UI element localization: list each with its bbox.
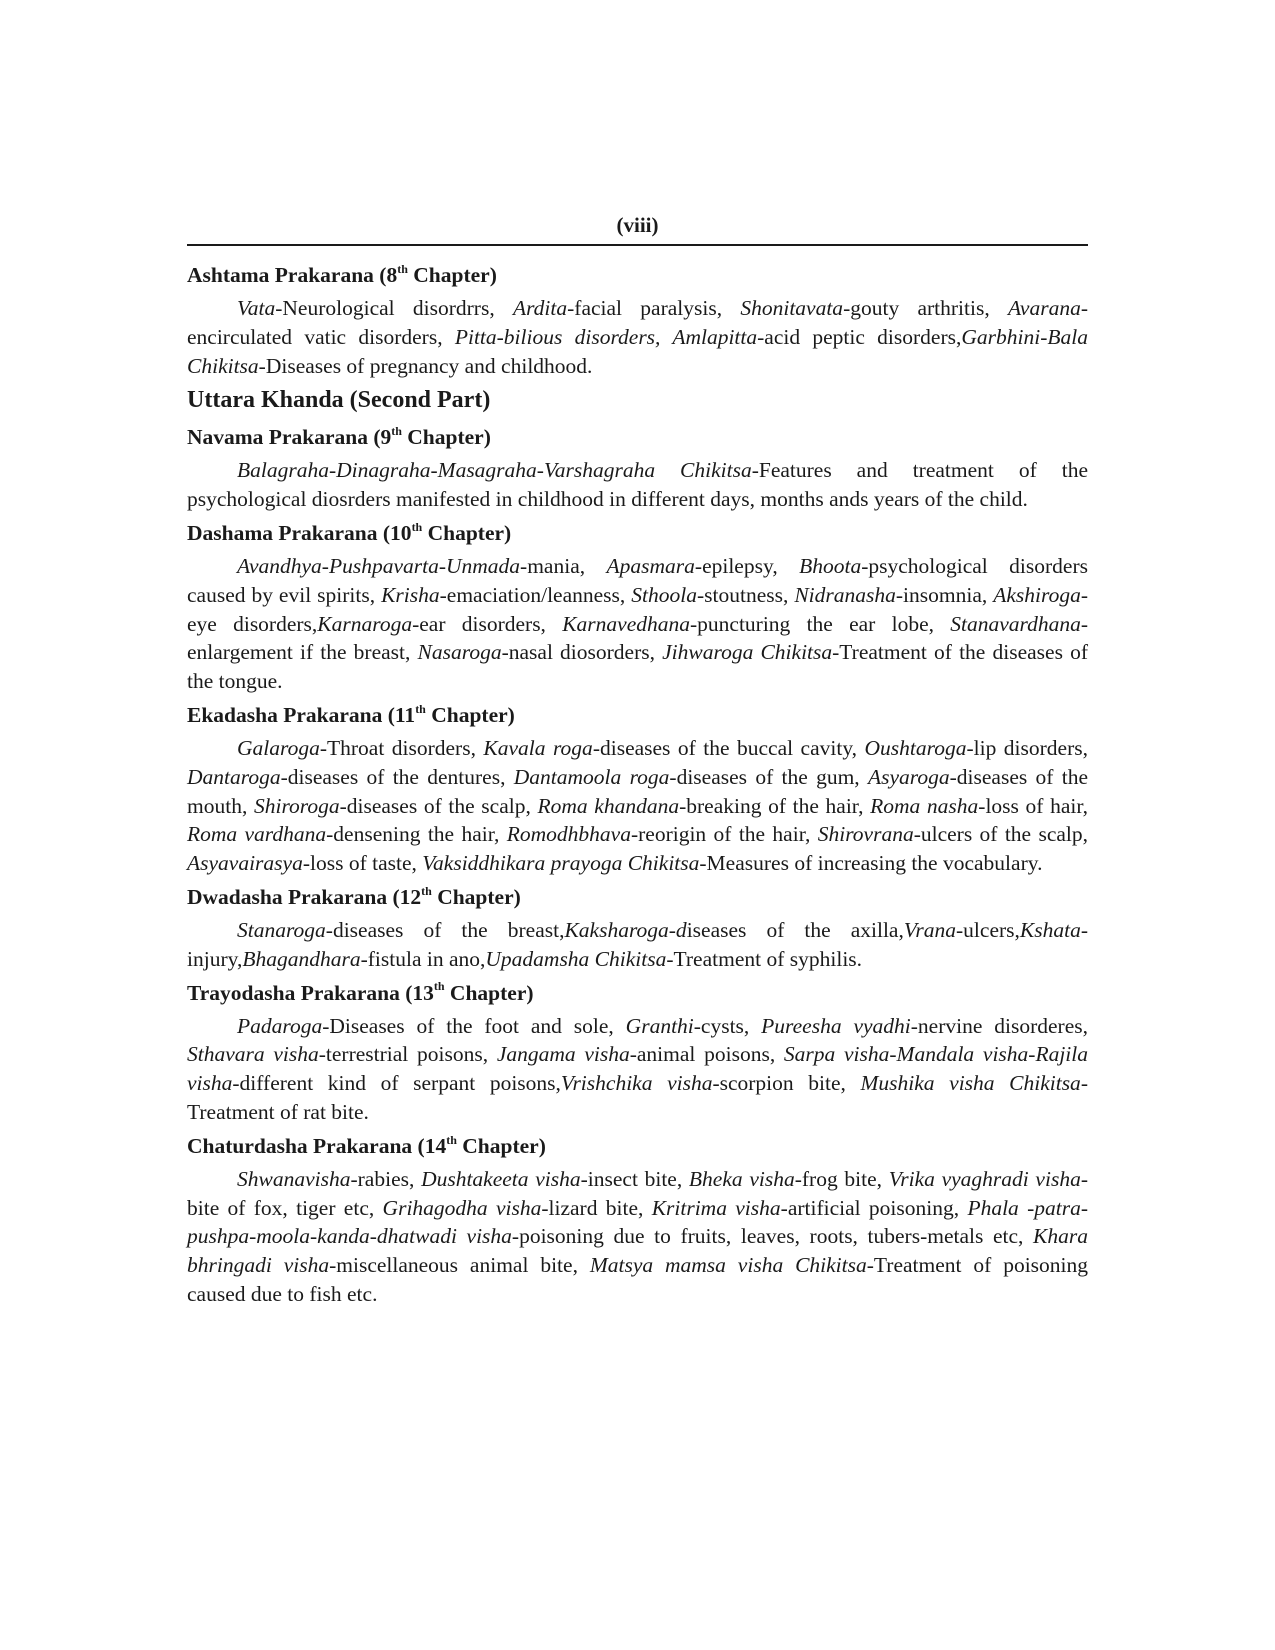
term: Avandhya-Pushpavarta-Unmada (237, 553, 521, 578)
chapter-heading (187, 260, 1088, 290)
term: Jangama visha (496, 1042, 630, 1067)
term-definition: -diseases of the buccal cavity, (592, 735, 865, 760)
chapter-heading-text: Chapter) (407, 263, 497, 287)
term: Granthi (625, 1013, 694, 1038)
term: Upadamsha Chikitsa (485, 946, 667, 971)
term: Stanaroga (237, 917, 326, 942)
term: Kshata (1019, 917, 1081, 942)
term-definition: -densening the hair, (326, 822, 507, 847)
term: Oushtaroga (864, 735, 967, 760)
term: Asyaroga (868, 764, 950, 789)
term: Shwanavisha (237, 1166, 351, 1191)
document-page (187, 210, 1088, 1313)
chapter-description (187, 734, 1088, 878)
term: Phala -patra-pushpa-moola-kanda-dhatwadi visha (187, 1195, 1089, 1249)
term: Kavala roga (483, 735, 593, 760)
term-definition: -bite of fox, tiger etc, (187, 1166, 1088, 1220)
chapter-section (187, 978, 1088, 1127)
term: Kritrima visha (651, 1195, 781, 1220)
term: Avarana (1007, 296, 1081, 320)
term-definition: -reorigin of the hair, (630, 822, 818, 847)
term: Vrishchika visha (560, 1071, 713, 1096)
term-definition: -encirculated vatic disorders, (187, 296, 1088, 349)
chapter-heading-text: Ekadasha Prakarana (11 (187, 702, 416, 727)
term-definition: -loss of taste, (302, 851, 423, 876)
term-definition: -injury, (187, 917, 1088, 971)
term: Khara bhringadi visha (187, 1224, 1088, 1278)
chapter-heading-text: Ashtama Prakarana (8 (187, 263, 398, 287)
term: Asyavairasya (187, 851, 303, 876)
chapter-heading-text: Dwadasha Prakarana (12 (187, 884, 422, 909)
chapter-list (187, 260, 1088, 1309)
chapter-heading (187, 518, 1088, 548)
chapter-heading (187, 882, 1088, 912)
term: Sthavara visha (187, 1042, 319, 1067)
term-definition: -gouty arthritis, (843, 296, 1008, 320)
term: Roma vardhana (187, 822, 327, 847)
term: Shonitavata (740, 296, 844, 320)
term-definition: -Diseases of the foot and sole, (322, 1013, 626, 1038)
term-definition: iseases of the axilla, (686, 917, 904, 942)
ordinal-suffix: th (391, 424, 402, 439)
term-definition: -Throat disorders, (319, 735, 484, 760)
term: Karnavedhana (562, 611, 690, 636)
header-rule (187, 244, 1088, 246)
chapter-section (187, 384, 1088, 514)
chapter-section (187, 260, 1088, 380)
term-definition: -artificial poisoning, (780, 1195, 968, 1220)
term: Grihagodha visha (382, 1195, 542, 1220)
term-definition: -ear disorders, (412, 611, 563, 636)
chapter-heading (187, 422, 1088, 452)
term-definition: -emaciation/leanness, (439, 582, 632, 607)
term-definition: -Measures of increasing the vocabulary. (699, 851, 1043, 876)
term: Vata (237, 296, 276, 320)
chapter-description (187, 456, 1088, 514)
term-definition: -scorpion bite, (712, 1071, 861, 1096)
term: Nasaroga (417, 640, 502, 665)
term-definition: -diseases of the scalp, (339, 793, 538, 818)
term-definition: -poisoning due to fruits, leaves, roots, tubers-metals etc, (511, 1224, 1034, 1249)
chapter-heading-text: Chapter) (422, 520, 512, 545)
chapter-section (187, 518, 1088, 696)
chapter-heading-text: Chapter) (425, 702, 515, 727)
term: Galaroga (237, 735, 320, 760)
term-definition: -breaking of the hair, (679, 793, 871, 818)
term: Padaroga (237, 1013, 323, 1038)
term-definition: -diseases of the dentures, (280, 764, 514, 789)
term-definition: -stoutness, (696, 582, 795, 607)
chapter-heading (187, 978, 1088, 1008)
term: Bhoota (799, 553, 862, 578)
term: Vaksiddhikara prayoga Chikitsa (422, 851, 700, 876)
term-definition: -facial paralysis, (567, 296, 741, 320)
term: Sarpa visha-Mandala visha-Rajila visha (187, 1042, 1088, 1096)
page-number: (viii) (616, 213, 659, 237)
chapter-heading-text: Trayodasha Prakarana (13 (187, 980, 434, 1005)
term: Sthoola (631, 582, 697, 607)
term-definition: -diseases of the breast, (325, 917, 565, 942)
term-definition: -nervine disorderes, (910, 1013, 1088, 1038)
term: Apasmara (606, 553, 695, 578)
term-definition: -Features and treatment of the psychological diosrders manifested in childhood in different days, months ands years of the child. (187, 458, 1089, 512)
term: Romodhbhava (506, 822, 631, 847)
term: Mushika visha Chikitsa (860, 1071, 1081, 1096)
term-definition: -epilepsy, (694, 553, 800, 578)
term: Krisha (381, 582, 440, 607)
chapter-heading-text: Chapter) (444, 980, 534, 1005)
term: Shirovrana (817, 822, 914, 847)
ordinal-suffix: th (415, 701, 426, 716)
term: Shiroroga (253, 793, 340, 818)
term-definition: -puncturing the ear lobe, (690, 611, 951, 636)
term-definition: -enlargement if the breast, (187, 611, 1089, 665)
part-heading: Uttara Khanda (Second Part) (187, 387, 491, 414)
term-definition: -Treatment of poisoning caused due to fish etc. (187, 1253, 1089, 1306)
term-definition: -mania, (520, 553, 607, 578)
ordinal-suffix: th (411, 519, 423, 534)
chapter-section (187, 1131, 1088, 1309)
term: Stanavardhana (950, 611, 1081, 636)
chapter-description (187, 552, 1088, 696)
term-definition: -insect bite, (580, 1166, 689, 1191)
chapter-heading-text: Chaturdasha Prakarana (14 (187, 1133, 447, 1158)
term: Bhagandhara (242, 946, 361, 971)
term: Kaksharoga-d (564, 917, 687, 942)
chapter-section (187, 700, 1088, 878)
ordinal-suffix: th (446, 1132, 457, 1147)
term-definition: -diseases of the gum, (669, 764, 868, 789)
term-definition: -rabies, (350, 1166, 422, 1191)
term: Roma khandana (537, 793, 680, 818)
term-definition: -acid peptic disorders, (757, 324, 962, 349)
term-definition: -different kind of serpant poisons, (232, 1071, 561, 1096)
term: Jihwaroga Chikitsa (662, 640, 833, 665)
term: Pureesha vyadhi (761, 1013, 911, 1038)
term: Dushtakeeta visha (421, 1166, 581, 1191)
term-definition: -Treatment of syphilis. (666, 946, 863, 971)
term-definition: -miscellaneous animal bite, (329, 1253, 590, 1278)
term-definition: -fistula in ano, (360, 946, 486, 971)
term-definition: -Diseases of pregnancy and childhood. (258, 353, 593, 378)
chapter-description (187, 294, 1088, 380)
term: Akshiroga (993, 582, 1081, 607)
term: Bheka visha (688, 1166, 795, 1191)
term: Roma nasha (870, 793, 979, 818)
term: Ardita (512, 296, 568, 320)
ordinal-suffix: th (433, 979, 445, 994)
term-definition: -Treatment of the diseases of the tongue. (187, 640, 1088, 694)
chapter-heading-text: Navama Prakarana (9 (187, 425, 392, 450)
term: Vrika vyaghradi visha (888, 1166, 1081, 1191)
ordinal-suffix: th (421, 883, 432, 898)
term: Matsya mamsa visha Chikitsa (589, 1253, 867, 1278)
chapter-heading-text: Chapter) (431, 884, 521, 909)
term-definition: -nasal diosorders, (501, 640, 663, 665)
term: Garbhini-Bala Chikitsa (187, 324, 1088, 378)
term-definition: -Neurological disordrrs, (275, 296, 513, 320)
term-definition: -eye disorders, (187, 582, 1088, 636)
chapter-heading (187, 1131, 1088, 1161)
ordinal-suffix: th (397, 261, 408, 276)
chapter-heading-text: Chapter) (456, 1133, 546, 1158)
chapter-description (187, 1165, 1088, 1309)
term-definition: -terrestrial poisons, (318, 1042, 497, 1067)
term: Nidranasha (794, 582, 896, 607)
term-definition: -diseases of the mouth, (187, 764, 1089, 818)
term-definition: -Treatment of rat bite. (187, 1071, 1088, 1124)
term-definition: -psychological disorders caused by evil spirits, (187, 553, 1088, 607)
term-definition: -animal poisons, (629, 1042, 784, 1067)
term-definition: -lizard bite, (541, 1195, 652, 1220)
term: Vrana (903, 917, 957, 942)
term-definition: -loss of hair, (978, 793, 1089, 818)
term-definition: -lip disorders, (966, 735, 1088, 760)
term: Balagraha-Dinagraha-Masagraha-Varshagraha Chikitsa (237, 458, 752, 483)
term: Dantaroga (187, 764, 281, 789)
term-definition: -ulcers, (956, 917, 1020, 942)
term-definition: -ulcers of the scalp, (913, 822, 1088, 847)
term: Pitta-bilious disorders, Amlapitta (454, 324, 758, 349)
chapter-description (187, 916, 1088, 974)
term-definition: -insomnia, (895, 582, 994, 607)
chapter-heading (187, 700, 1088, 730)
term-definition: -cysts, (693, 1013, 762, 1038)
chapter-heading-text: Chapter) (401, 425, 491, 450)
term: Karnaroga (317, 611, 413, 636)
term: Dantamoola roga (513, 764, 670, 789)
chapter-heading-text: Dashama Prakarana (10 (187, 520, 412, 545)
chapter-description (187, 1012, 1088, 1127)
chapter-section (187, 882, 1088, 974)
term-definition: -frog bite, (794, 1166, 889, 1191)
